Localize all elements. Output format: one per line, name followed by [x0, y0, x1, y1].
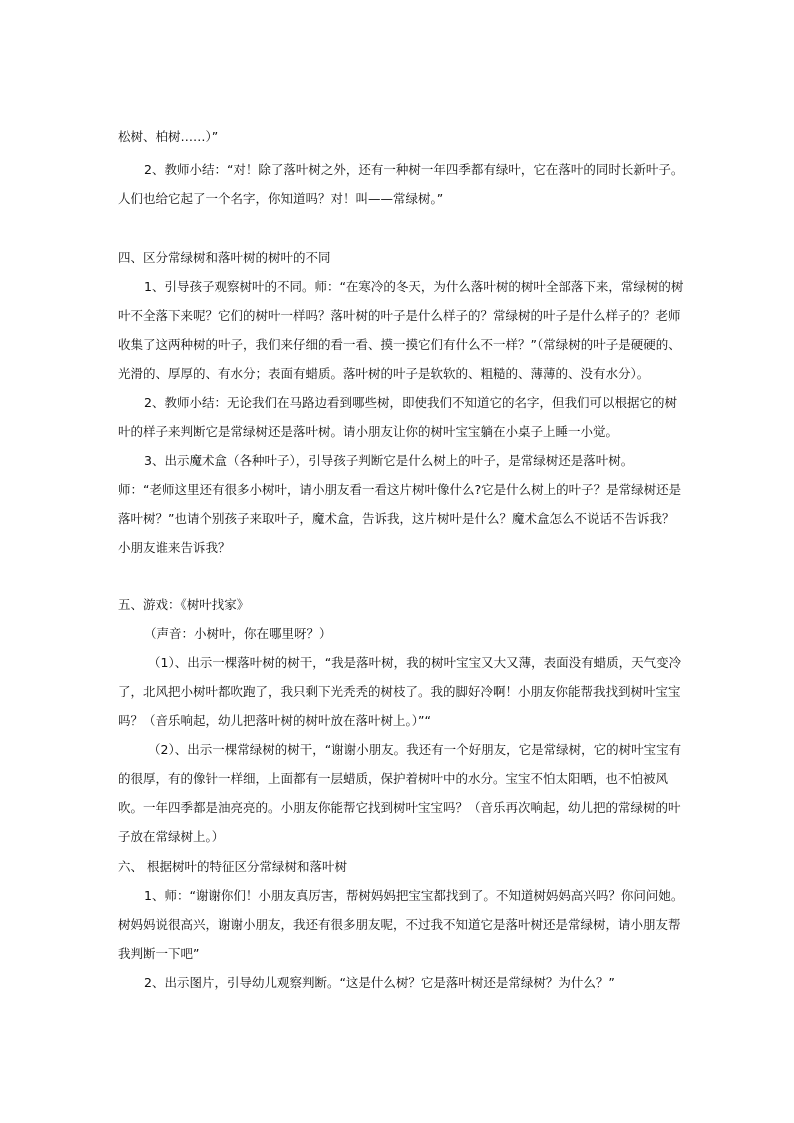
paragraph-show-pictures: 2、出示图片，引导幼儿观察判断。“这是什么树？它是落叶树还是常绿树？为什么？”	[144, 975, 615, 990]
section-heading-5: 五、游戏：《树叶找家》	[118, 597, 250, 612]
paragraph-teacher-summary: 2、教师小结：“对！除了落叶树之外，还有一种树一年四季都有绿叶，它在落叶的同时长新叶子。人们也给它起了一个名字，你知道吗？对！叫——常绿树。”	[118, 162, 684, 206]
section-heading-4: 四、区分常绿树和落叶树的树叶的不同	[118, 250, 331, 265]
paragraph-teacher-question: 师：“老师这里还有很多小树叶，请小朋友看一看这片树叶像什么?它是什么树上的叶子？是常绿树还是落叶树？”也请个别孩子来取叶子，魔术盒，告诉我，这片树叶是什么？魔术盒怎么不说话不告诉我？小朋友谁来告诉我？	[118, 482, 682, 555]
paragraph-deciduous-tree: （1）、出示一棵落叶树的树干，“我是落叶树，我的树叶宝宝又大又薄，表面没有蜡质，天气变冷了，北风把小树叶都吹跑了，我只剩下光秃秃的树枝了。我的脚好冷啊！小朋友你能帮我找到树叶宝宝吗？（音乐响起，幼儿把落叶树的树叶放在落叶树上。）”“	[118, 655, 682, 728]
paragraph-sound: （声音：小树叶，你在哪里呀？）	[144, 626, 332, 641]
paragraph-teacher-summary-2: 2、教师小结：无论我们在马路边看到哪些树，即使我们不知道它的名字，但我们可以根据它的树叶的样子来判断它是常绿树还是落叶树。请小朋友让你的树叶宝宝躺在小桌子上睡一小觉。	[118, 395, 677, 439]
section-heading-6: 六、 根据树叶的特征区分常绿树和落叶树	[118, 859, 347, 874]
paragraph-observe-leaves: 1、引导孩子观察树叶的不同。师：“在寒冷的冬天，为什么落叶树的树叶全部落下来，常绿树的树叶不全落下来呢？它们的树叶一样吗？落叶树的叶子是什么样子的？常绿树的叶子是什么样子的？老师收集了这两种树的叶子，我们来仔细的看一看、摸一摸它们有什么不一样？”（常绿树的叶子是硬硬的、光滑的、厚厚的、有水分；表面有蜡质。落叶树的叶子是软软的、粗糙的、薄薄的、没有水分）。	[118, 279, 684, 381]
paragraph-magic-box: 3、出示魔术盒（各种叶子），引导孩子判断它是什么树上的叶子，是常绿树还是落叶树。	[144, 453, 634, 468]
paragraph-evergreen-tree: （2）、出示一棵常绿树的树干，“谢谢小朋友。我还有一个好朋友，它是常绿树，它的树叶宝宝有的很厚，有的像针一样细，上面都有一层蜡质，保护着树叶中的水分。宝宝不怕太阳晒，也不怕被风吹。一年四季都是油亮亮的。小朋友你能帮它找到树叶宝宝吗？（音乐再次响起，幼儿把的常绿树的叶子放在常绿树上。）	[118, 742, 682, 844]
paragraph-thank-you: 1、师：“谢谢你们！小朋友真厉害，帮树妈妈把宝宝都找到了。不知道树妈妈高兴吗？你问问她。树妈妈说很高兴，谢谢小朋友，我还有很多朋友呢，不过我不知道它是落叶树还是常绿树，请小朋友帮我判断一下吧”	[118, 888, 684, 961]
paragraph-continuation: 松树、柏树……）”	[118, 129, 219, 144]
